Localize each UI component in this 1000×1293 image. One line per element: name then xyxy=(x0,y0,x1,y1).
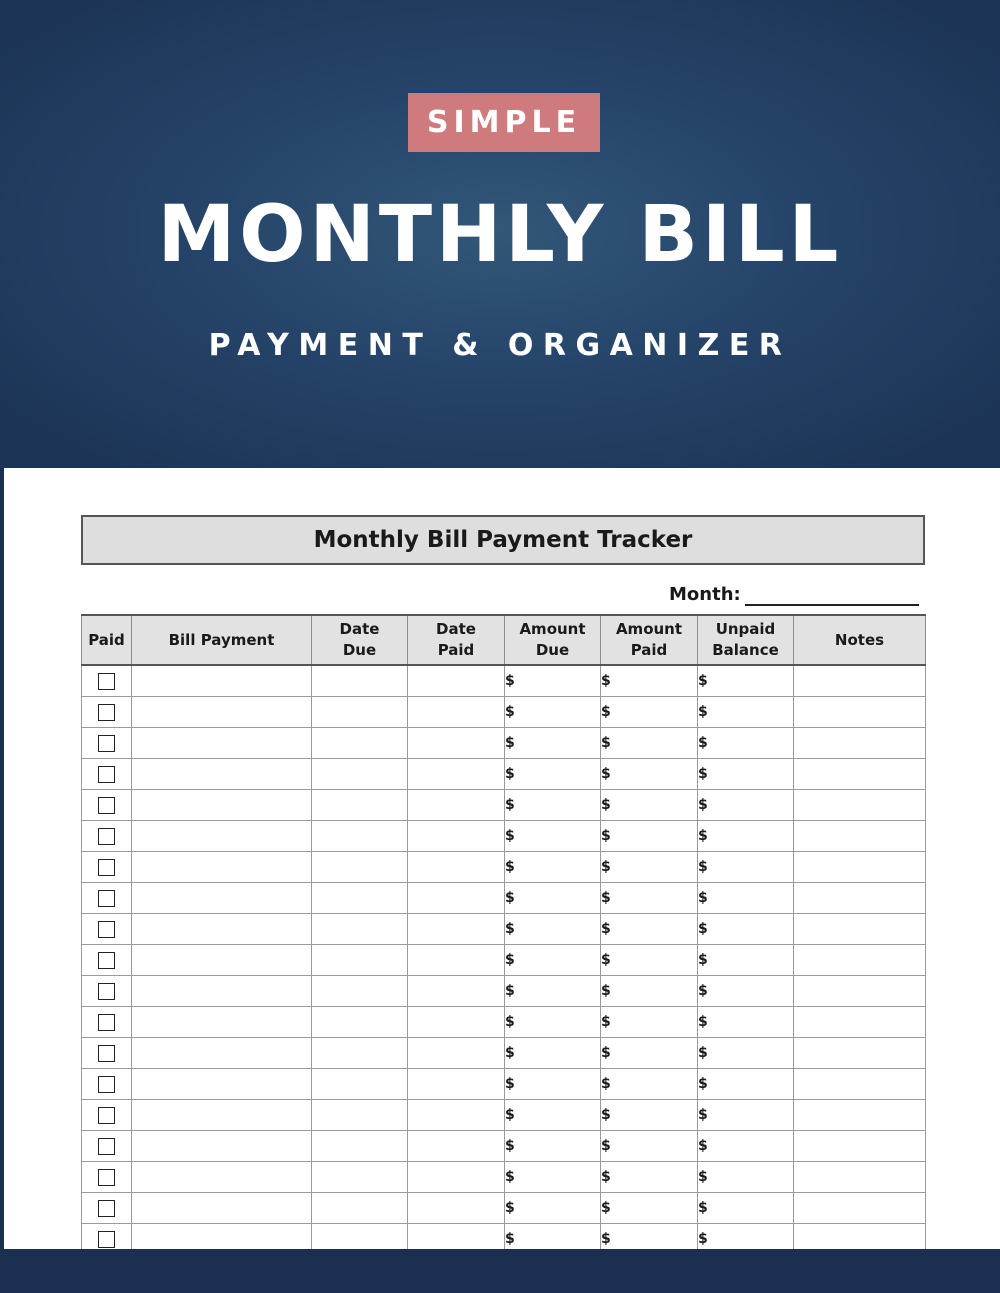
date-paid-cell[interactable] xyxy=(408,976,505,1007)
dollar-sign: $ xyxy=(505,766,515,782)
amount-paid-cell[interactable] xyxy=(601,821,698,852)
dollar-sign: $ xyxy=(505,1076,515,1092)
dollar-sign: $ xyxy=(698,1014,708,1030)
paid-cell[interactable] xyxy=(82,1069,132,1100)
notes-cell[interactable] xyxy=(794,759,926,790)
date-paid-cell[interactable] xyxy=(408,665,505,697)
dollar-sign: $ xyxy=(601,1231,611,1247)
paid-checkbox[interactable] xyxy=(98,859,115,876)
dollar-sign: $ xyxy=(698,1076,708,1092)
date-paid-cell[interactable] xyxy=(408,1069,505,1100)
date-paid-cell[interactable] xyxy=(408,728,505,759)
date-due-cell[interactable] xyxy=(312,914,408,945)
table-row xyxy=(82,665,926,697)
paid-checkbox[interactable] xyxy=(98,766,115,783)
dollar-sign: $ xyxy=(698,735,708,751)
unpaid-balance-cell[interactable] xyxy=(698,759,794,790)
bill-payment-cell[interactable] xyxy=(132,759,312,790)
unpaid-balance-cell[interactable] xyxy=(698,1162,794,1193)
bill-payment-cell[interactable] xyxy=(132,1007,312,1038)
paid-cell[interactable] xyxy=(82,945,132,976)
date-paid-cell[interactable] xyxy=(408,1007,505,1038)
date-due-cell[interactable] xyxy=(312,1007,408,1038)
amount-paid-cell[interactable] xyxy=(601,914,698,945)
paid-checkbox[interactable] xyxy=(98,952,115,969)
dollar-sign: $ xyxy=(601,735,611,751)
notes-cell[interactable] xyxy=(794,1162,926,1193)
dollar-sign: $ xyxy=(601,1200,611,1216)
table-row xyxy=(82,1007,926,1038)
paid-checkbox[interactable] xyxy=(98,890,115,907)
table-row xyxy=(82,759,926,790)
notes-cell[interactable] xyxy=(794,697,926,728)
date-due-cell[interactable] xyxy=(312,1069,408,1100)
dollar-sign: $ xyxy=(698,1045,708,1061)
unpaid-balance-cell[interactable] xyxy=(698,1069,794,1100)
amount-due-cell[interactable] xyxy=(505,697,601,728)
date-due-cell[interactable] xyxy=(312,1162,408,1193)
date-paid-cell[interactable] xyxy=(408,1100,505,1131)
dollar-sign: $ xyxy=(505,952,515,968)
tracker-sheet xyxy=(4,468,1000,1249)
table-row xyxy=(82,790,926,821)
table-row xyxy=(82,883,926,914)
dollar-sign: $ xyxy=(601,952,611,968)
paid-cell[interactable] xyxy=(82,697,132,728)
bill-payment-cell[interactable] xyxy=(132,1162,312,1193)
date-due-cell[interactable] xyxy=(312,883,408,914)
bill-payment-cell[interactable] xyxy=(132,852,312,883)
notes-cell[interactable] xyxy=(794,821,926,852)
paid-cell[interactable] xyxy=(82,759,132,790)
amount-paid-cell[interactable] xyxy=(601,1162,698,1193)
table-row xyxy=(82,1193,926,1224)
date-paid-cell[interactable] xyxy=(408,1038,505,1069)
tracker-title: Monthly Bill Payment Tracker xyxy=(81,515,925,565)
dollar-sign: $ xyxy=(601,1076,611,1092)
dollar-sign: $ xyxy=(698,859,708,875)
amount-due-cell[interactable] xyxy=(505,1193,601,1224)
bill-payment-cell[interactable] xyxy=(132,728,312,759)
notes-cell[interactable] xyxy=(794,728,926,759)
paid-cell[interactable] xyxy=(82,1131,132,1162)
paid-cell[interactable] xyxy=(82,665,132,697)
bill-payment-cell[interactable] xyxy=(132,1193,312,1224)
dollar-sign: $ xyxy=(601,859,611,875)
unpaid-balance-cell[interactable] xyxy=(698,790,794,821)
dollar-sign: $ xyxy=(698,704,708,720)
date-paid-cell[interactable] xyxy=(408,1224,505,1250)
notes-cell[interactable] xyxy=(794,852,926,883)
dollar-sign: $ xyxy=(601,673,611,689)
table-row xyxy=(82,976,926,1007)
dollar-sign: $ xyxy=(601,1045,611,1061)
unpaid-balance-cell[interactable] xyxy=(698,1100,794,1131)
cover-header xyxy=(0,0,1000,468)
notes-cell[interactable] xyxy=(794,1100,926,1131)
dollar-sign: $ xyxy=(601,1107,611,1123)
amount-paid-cell[interactable] xyxy=(601,945,698,976)
amount-due-cell[interactable] xyxy=(505,945,601,976)
notes-cell[interactable] xyxy=(794,1007,926,1038)
table-row xyxy=(82,728,926,759)
dollar-sign: $ xyxy=(601,890,611,906)
amount-paid-cell[interactable] xyxy=(601,883,698,914)
paid-checkbox[interactable] xyxy=(98,1231,115,1248)
dollar-sign: $ xyxy=(698,1138,708,1154)
date-due-cell[interactable] xyxy=(312,1038,408,1069)
col-header-notes: Notes xyxy=(794,615,926,665)
paid-cell[interactable] xyxy=(82,852,132,883)
paid-checkbox[interactable] xyxy=(98,921,115,938)
amount-paid-cell[interactable] xyxy=(601,697,698,728)
dollar-sign: $ xyxy=(601,1169,611,1185)
dollar-sign: $ xyxy=(698,1231,708,1247)
date-paid-cell[interactable] xyxy=(408,914,505,945)
dollar-sign: $ xyxy=(505,1169,515,1185)
bill-payment-cell[interactable] xyxy=(132,821,312,852)
paid-cell[interactable] xyxy=(82,1162,132,1193)
notes-cell[interactable] xyxy=(794,1038,926,1069)
paid-cell[interactable] xyxy=(82,976,132,1007)
amount-paid-cell[interactable] xyxy=(601,1038,698,1069)
amount-due-cell[interactable] xyxy=(505,1100,601,1131)
paid-checkbox[interactable] xyxy=(98,1045,115,1062)
unpaid-balance-cell[interactable] xyxy=(698,945,794,976)
dollar-sign: $ xyxy=(505,921,515,937)
col-header-amount-due: Amount Due xyxy=(505,615,601,665)
dollar-sign: $ xyxy=(601,797,611,813)
unpaid-balance-cell[interactable] xyxy=(698,976,794,1007)
date-paid-cell[interactable] xyxy=(408,945,505,976)
dollar-sign: $ xyxy=(505,890,515,906)
amount-due-cell[interactable] xyxy=(505,883,601,914)
unpaid-balance-cell[interactable] xyxy=(698,665,794,697)
amount-due-cell[interactable] xyxy=(505,1131,601,1162)
dollar-sign: $ xyxy=(505,1231,515,1247)
paid-checkbox[interactable] xyxy=(98,797,115,814)
amount-due-cell[interactable] xyxy=(505,1162,601,1193)
dollar-sign: $ xyxy=(601,983,611,999)
dollar-sign: $ xyxy=(698,921,708,937)
notes-cell[interactable] xyxy=(794,1131,926,1162)
dollar-sign: $ xyxy=(601,1138,611,1154)
amount-paid-cell[interactable] xyxy=(601,976,698,1007)
footer-band xyxy=(0,1249,1000,1293)
date-due-cell[interactable] xyxy=(312,759,408,790)
date-due-cell[interactable] xyxy=(312,1224,408,1250)
dollar-sign: $ xyxy=(505,704,515,720)
paid-checkbox[interactable] xyxy=(98,1014,115,1031)
bill-payment-cell[interactable] xyxy=(132,945,312,976)
amount-due-cell[interactable] xyxy=(505,1224,601,1250)
dollar-sign: $ xyxy=(601,828,611,844)
bill-payment-cell[interactable] xyxy=(132,1069,312,1100)
dollar-sign: $ xyxy=(698,1107,708,1123)
col-header-amount-paid: Amount Paid xyxy=(601,615,698,665)
bill-payment-cell[interactable] xyxy=(132,790,312,821)
notes-cell[interactable] xyxy=(794,914,926,945)
col-header-paid: Paid xyxy=(82,615,132,665)
paid-checkbox[interactable] xyxy=(98,1169,115,1186)
amount-paid-cell[interactable] xyxy=(601,1131,698,1162)
dollar-sign: $ xyxy=(698,828,708,844)
paid-cell[interactable] xyxy=(82,1100,132,1131)
paid-cell[interactable] xyxy=(82,1224,132,1250)
paid-checkbox[interactable] xyxy=(98,673,115,690)
amount-due-cell[interactable] xyxy=(505,976,601,1007)
table-row xyxy=(82,914,926,945)
bill-payment-cell[interactable] xyxy=(132,883,312,914)
date-paid-cell[interactable] xyxy=(408,883,505,914)
dollar-sign: $ xyxy=(505,1107,515,1123)
unpaid-balance-cell[interactable] xyxy=(698,821,794,852)
dollar-sign: $ xyxy=(505,1200,515,1216)
date-paid-cell[interactable] xyxy=(408,1193,505,1224)
dollar-sign: $ xyxy=(698,1169,708,1185)
dollar-sign: $ xyxy=(505,1014,515,1030)
date-due-cell[interactable] xyxy=(312,1131,408,1162)
notes-cell[interactable] xyxy=(794,976,926,1007)
date-due-cell[interactable] xyxy=(312,976,408,1007)
col-header-date-due: Date Due xyxy=(312,615,408,665)
amount-paid-cell[interactable] xyxy=(601,1224,698,1250)
amount-due-cell[interactable] xyxy=(505,821,601,852)
paid-checkbox[interactable] xyxy=(98,828,115,845)
table-row xyxy=(82,1100,926,1131)
dollar-sign: $ xyxy=(505,797,515,813)
paid-cell[interactable] xyxy=(82,914,132,945)
date-due-cell[interactable] xyxy=(312,665,408,697)
paid-checkbox[interactable] xyxy=(98,983,115,1000)
month-field[interactable] xyxy=(669,582,919,610)
dollar-sign: $ xyxy=(601,766,611,782)
date-paid-cell[interactable] xyxy=(408,790,505,821)
bill-payment-cell[interactable] xyxy=(132,1038,312,1069)
table-row xyxy=(82,697,926,728)
unpaid-balance-cell[interactable] xyxy=(698,697,794,728)
col-header-unpaid-balance: Unpaid Balance xyxy=(698,615,794,665)
amount-due-cell[interactable] xyxy=(505,914,601,945)
unpaid-balance-cell[interactable] xyxy=(698,1193,794,1224)
date-due-cell[interactable] xyxy=(312,945,408,976)
dollar-sign: $ xyxy=(698,673,708,689)
unpaid-balance-cell[interactable] xyxy=(698,1224,794,1250)
date-due-cell[interactable] xyxy=(312,1193,408,1224)
amount-paid-cell[interactable] xyxy=(601,852,698,883)
amount-paid-cell[interactable] xyxy=(601,759,698,790)
paid-checkbox[interactable] xyxy=(98,1076,115,1093)
table-row xyxy=(82,1224,926,1250)
table-row xyxy=(82,852,926,883)
unpaid-balance-cell[interactable] xyxy=(698,1007,794,1038)
date-paid-cell[interactable] xyxy=(408,697,505,728)
paid-cell[interactable] xyxy=(82,1007,132,1038)
amount-due-cell[interactable] xyxy=(505,790,601,821)
notes-cell[interactable] xyxy=(794,1224,926,1250)
month-label: Month: xyxy=(669,584,741,605)
paid-cell[interactable] xyxy=(82,883,132,914)
paid-cell[interactable] xyxy=(82,1038,132,1069)
bill-payment-cell[interactable] xyxy=(132,697,312,728)
paid-cell[interactable] xyxy=(82,790,132,821)
date-paid-cell[interactable] xyxy=(408,821,505,852)
notes-cell[interactable] xyxy=(794,883,926,914)
paid-checkbox[interactable] xyxy=(98,1200,115,1217)
unpaid-balance-cell[interactable] xyxy=(698,1038,794,1069)
bill-payment-cell[interactable] xyxy=(132,976,312,1007)
col-header-date-paid: Date Paid xyxy=(408,615,505,665)
bill-tracker-table xyxy=(81,614,926,1249)
dollar-sign: $ xyxy=(505,828,515,844)
table-row xyxy=(82,1162,926,1193)
unpaid-balance-cell[interactable] xyxy=(698,914,794,945)
unpaid-balance-cell[interactable] xyxy=(698,852,794,883)
paid-checkbox[interactable] xyxy=(98,1107,115,1124)
date-paid-cell[interactable] xyxy=(408,1162,505,1193)
dollar-sign: $ xyxy=(505,673,515,689)
dollar-sign: $ xyxy=(698,890,708,906)
paid-cell[interactable] xyxy=(82,728,132,759)
amount-paid-cell[interactable] xyxy=(601,728,698,759)
simple-badge: SIMPLE xyxy=(408,93,600,152)
notes-cell[interactable] xyxy=(794,1069,926,1100)
notes-cell[interactable] xyxy=(794,945,926,976)
table-row xyxy=(82,821,926,852)
bill-payment-cell[interactable] xyxy=(132,1100,312,1131)
dollar-sign: $ xyxy=(698,1200,708,1216)
unpaid-balance-cell[interactable] xyxy=(698,883,794,914)
date-due-cell[interactable] xyxy=(312,821,408,852)
amount-due-cell[interactable] xyxy=(505,1007,601,1038)
dollar-sign: $ xyxy=(505,735,515,751)
date-due-cell[interactable] xyxy=(312,697,408,728)
bill-payment-cell[interactable] xyxy=(132,914,312,945)
cover-subtitle: PAYMENT & ORGANIZER xyxy=(208,328,792,363)
unpaid-balance-cell[interactable] xyxy=(698,728,794,759)
amount-paid-cell[interactable] xyxy=(601,1193,698,1224)
paid-checkbox[interactable] xyxy=(98,735,115,752)
unpaid-balance-cell[interactable] xyxy=(698,1131,794,1162)
amount-paid-cell[interactable] xyxy=(601,790,698,821)
date-paid-cell[interactable] xyxy=(408,852,505,883)
dollar-sign: $ xyxy=(698,797,708,813)
tracker-body xyxy=(82,665,926,1249)
month-input-line[interactable] xyxy=(745,604,919,606)
dollar-sign: $ xyxy=(698,766,708,782)
bill-payment-cell[interactable] xyxy=(132,665,312,697)
bill-payment-cell[interactable] xyxy=(132,1224,312,1250)
bill-payment-cell[interactable] xyxy=(132,1131,312,1162)
amount-due-cell[interactable] xyxy=(505,665,601,697)
notes-cell[interactable] xyxy=(794,1193,926,1224)
amount-paid-cell[interactable] xyxy=(601,1007,698,1038)
dollar-sign: $ xyxy=(505,859,515,875)
cover-title: MONTHLY BILL xyxy=(157,190,843,280)
table-header-row xyxy=(82,615,926,665)
amount-due-cell[interactable] xyxy=(505,728,601,759)
dollar-sign: $ xyxy=(698,952,708,968)
date-paid-cell[interactable] xyxy=(408,1131,505,1162)
paid-checkbox[interactable] xyxy=(98,1138,115,1155)
paid-cell[interactable] xyxy=(82,1193,132,1224)
paid-checkbox[interactable] xyxy=(98,704,115,721)
date-due-cell[interactable] xyxy=(312,728,408,759)
amount-paid-cell[interactable] xyxy=(601,665,698,697)
dollar-sign: $ xyxy=(601,921,611,937)
dollar-sign: $ xyxy=(601,1014,611,1030)
date-due-cell[interactable] xyxy=(312,1100,408,1131)
table-row xyxy=(82,1038,926,1069)
dollar-sign: $ xyxy=(601,704,611,720)
notes-cell[interactable] xyxy=(794,665,926,697)
notes-cell[interactable] xyxy=(794,790,926,821)
dollar-sign: $ xyxy=(505,1045,515,1061)
dollar-sign: $ xyxy=(505,1138,515,1154)
amount-paid-cell[interactable] xyxy=(601,1069,698,1100)
amount-due-cell[interactable] xyxy=(505,759,601,790)
col-header-bill-payment: Bill Payment xyxy=(132,615,312,665)
date-due-cell[interactable] xyxy=(312,852,408,883)
amount-paid-cell[interactable] xyxy=(601,1100,698,1131)
dollar-sign: $ xyxy=(505,983,515,999)
amount-due-cell[interactable] xyxy=(505,1069,601,1100)
date-paid-cell[interactable] xyxy=(408,759,505,790)
table-row xyxy=(82,945,926,976)
amount-due-cell[interactable] xyxy=(505,1038,601,1069)
paid-cell[interactable] xyxy=(82,821,132,852)
dollar-sign: $ xyxy=(698,983,708,999)
amount-due-cell[interactable] xyxy=(505,852,601,883)
table-row xyxy=(82,1069,926,1100)
date-due-cell[interactable] xyxy=(312,790,408,821)
table-row xyxy=(82,1131,926,1162)
